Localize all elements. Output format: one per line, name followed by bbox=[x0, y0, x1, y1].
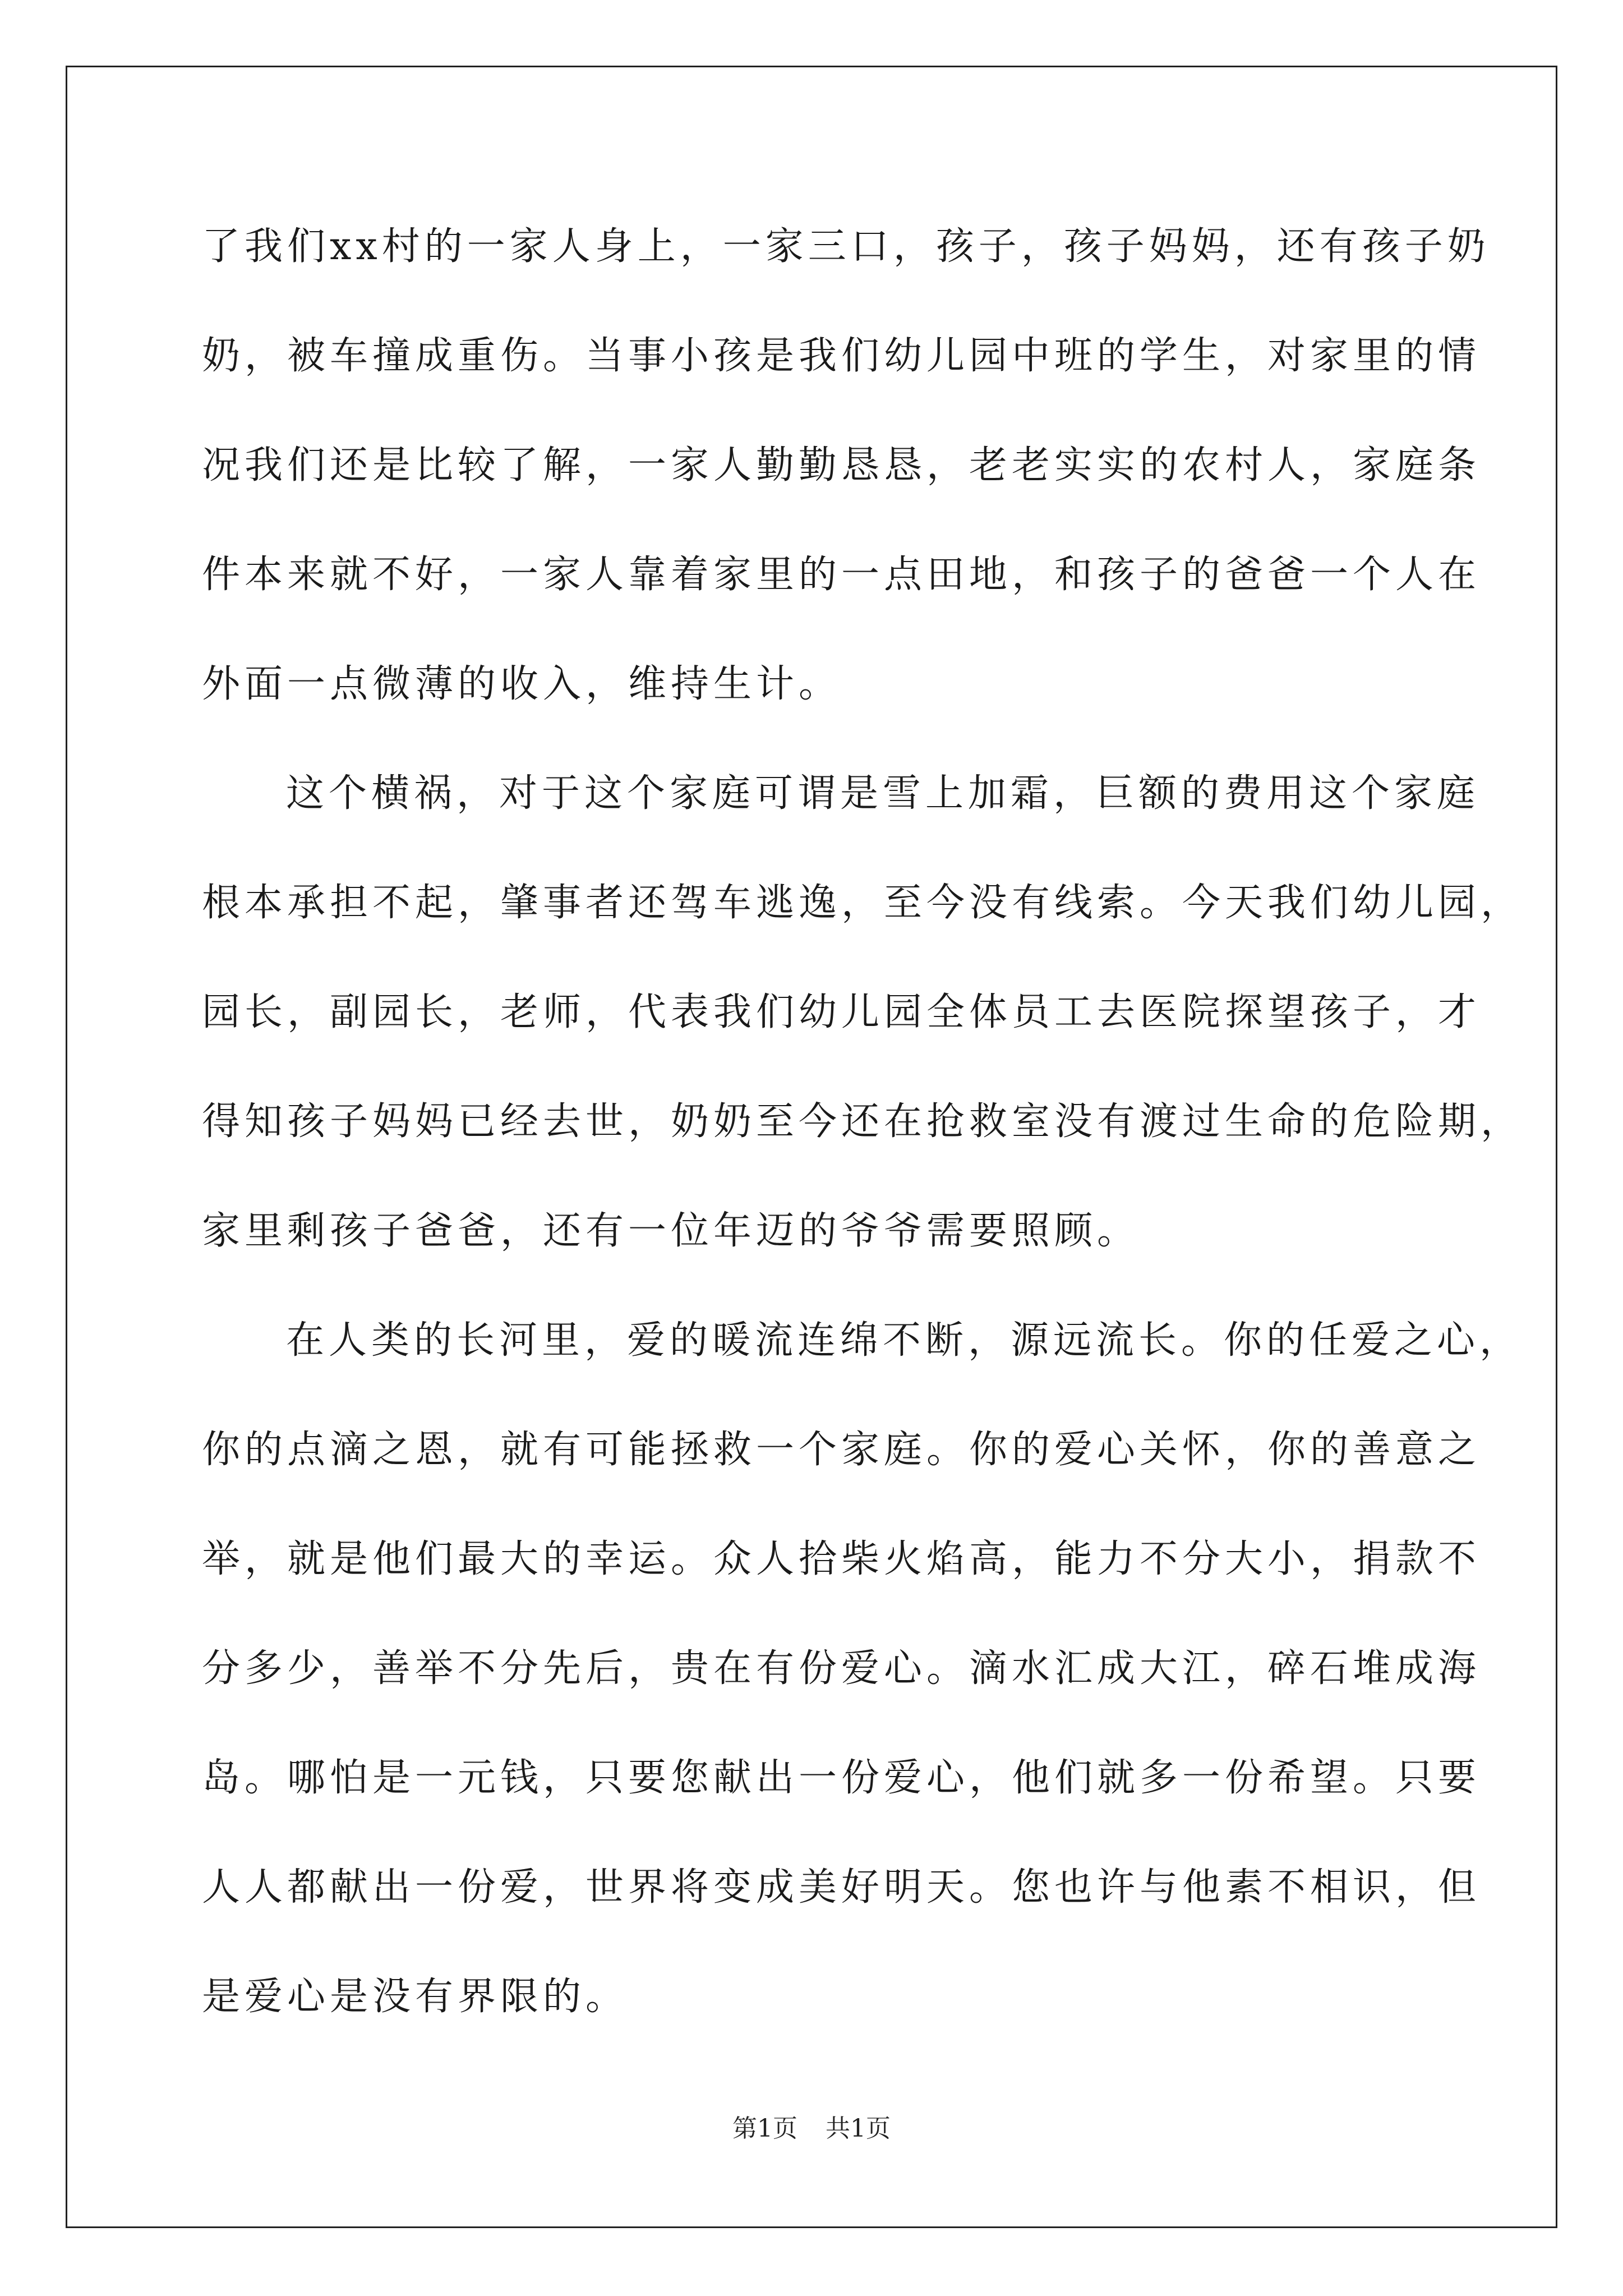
text-line: 人人都献出一份爱，世界将变成美好明天。您也许与他素不相识，但 bbox=[202, 1865, 1481, 1910]
page-number: 第1页 bbox=[732, 2114, 797, 2143]
paragraph-first-line: 这个横祸，对于这个家庭可谓是雪上加霜，巨额的费用这个家庭 bbox=[286, 771, 1480, 816]
paragraph-first-line: 在人类的长河里，爱的暖流连绵不断，源远流长。你的任爱之心， bbox=[286, 1318, 1523, 1363]
total-pages: 共1页 bbox=[826, 2114, 891, 2143]
text-line: 外面一点微薄的收入，维持生计。 bbox=[202, 662, 842, 706]
text-line: 园长，副园长，老师，代表我们幼儿园全体员工去医院探望孩子，才 bbox=[202, 990, 1481, 1034]
page-footer bbox=[0, 2112, 1623, 2146]
text-line: 件本来就不好，一家人靠着家里的一点田地，和孩子的爸爸一个人在 bbox=[202, 553, 1481, 597]
text-line: 是爱心是没有界限的。 bbox=[202, 1975, 629, 2019]
text-line: 况我们还是比较了解，一家人勤勤恳恳，老老实实的农村人，家庭条 bbox=[202, 443, 1481, 487]
text-line: 举，就是他们最大的幸运。众人拾柴火焰高，能力不分大小，捐款不 bbox=[202, 1537, 1481, 1581]
text-line: 你的点滴之恩，就有可能拯救一个家庭。你的爱心关怀，你的善意之 bbox=[202, 1428, 1481, 1472]
text-line: 了我们xx村的一家人身上，一家三口，孩子，孩子妈妈，还有孩子奶 bbox=[202, 224, 1490, 269]
text-line: 家里剩孩子爸爸，还有一位年迈的爷爷需要照顾。 bbox=[202, 1209, 1140, 1253]
text-line: 奶，被车撞成重伤。当事小孩是我们幼儿园中班的学生，对家里的情 bbox=[202, 334, 1481, 378]
text-line: 分多少，善举不分先后，贵在有份爱心。滴水汇成大江，碎石堆成海 bbox=[202, 1646, 1481, 1691]
text-line: 岛。哪怕是一元钱，只要您献出一份爱心，他们就多一份希望。只要 bbox=[202, 1756, 1481, 1800]
text-line: 根本承担不起，肇事者还驾车逃逸，至今没有线索。今天我们幼儿园， bbox=[202, 881, 1524, 925]
text-line: 得知孩子妈妈已经去世，奶奶至今还在抢救室没有渡过生命的危险期， bbox=[202, 1099, 1524, 1144]
document-body bbox=[202, 219, 1524, 2078]
